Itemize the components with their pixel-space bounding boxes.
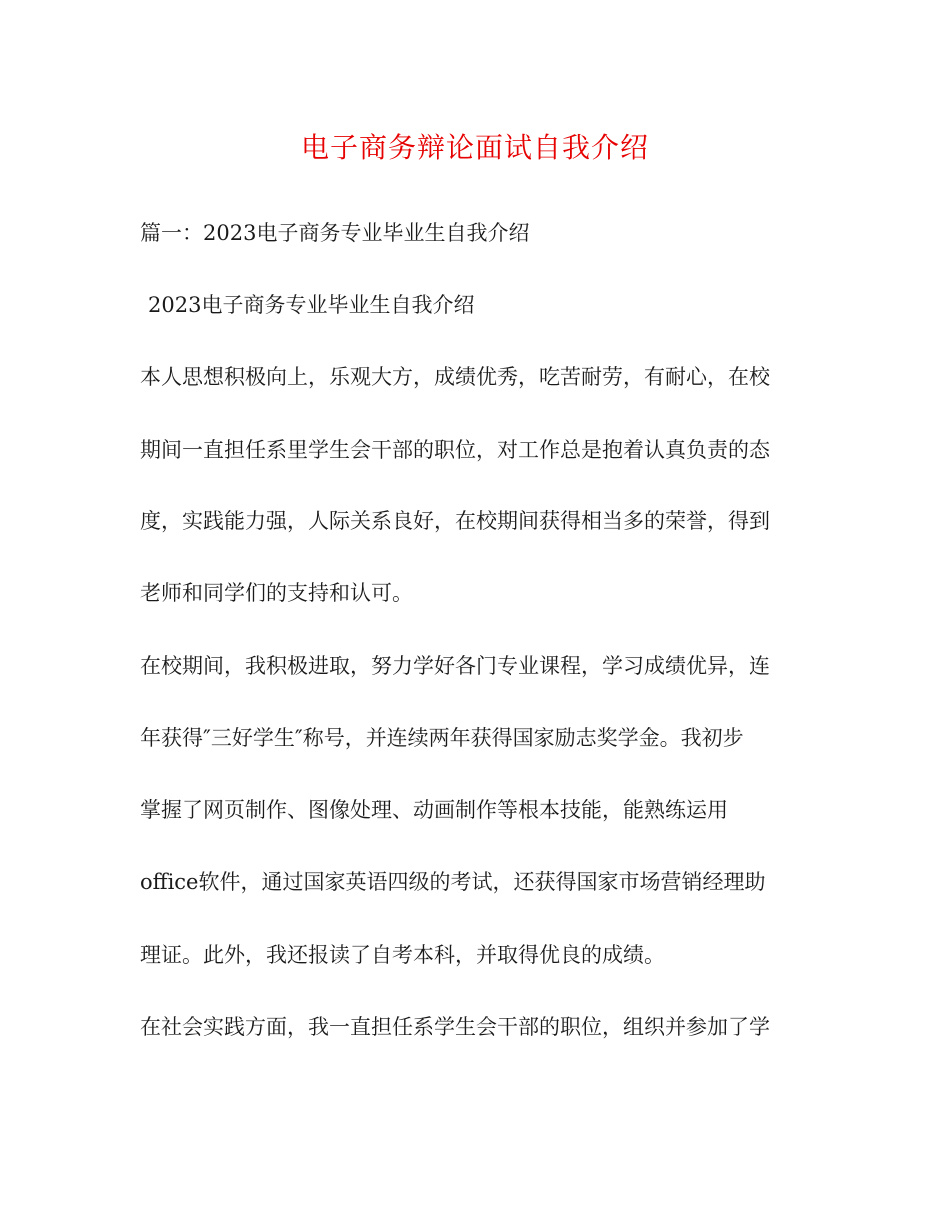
- paragraph-line: 在校期间，我积极进取，努力学好各门专业课程，学习成绩优异，连: [140, 654, 770, 678]
- section-heading: 篇一：2023电子商务专业毕业生自我介绍: [140, 221, 530, 245]
- paragraph-line: 年获得″三好学生″称号，并连续两年获得国家励志奖学金。我初步: [140, 726, 744, 750]
- document-title: 电子商务辩论面试自我介绍: [300, 131, 649, 164]
- subheading: 2023电子商务专业毕业生自我介绍: [148, 293, 475, 317]
- paragraph-line: 度，实践能力强，人际关系良好，在校期间获得相当多的荣誉，得到: [140, 509, 770, 533]
- paragraph-line: 在社会实践方面，我一直担任系学生会干部的职位，组织并参加了学: [140, 1015, 770, 1039]
- paragraph-line: 期间一直担任系里学生会干部的职位，对工作总是抱着认真负责的态: [140, 438, 770, 462]
- paragraph-line: 理证。此外，我还报读了自考本科，并取得优良的成绩。: [140, 943, 665, 967]
- paragraph-line: 本人思想积极向上，乐观大方，成绩优秀，吃苦耐劳，有耐心，在校: [140, 365, 770, 389]
- paragraph-line: 老师和同学们的支持和认可。: [140, 581, 413, 605]
- paragraph-line: 掌握了网页制作、图像处理、动画制作等根本技能，能熟练运用: [140, 798, 728, 822]
- paragraph-line: office软件，通过国家英语四级的考试，还获得国家市场营销经理助: [140, 870, 766, 894]
